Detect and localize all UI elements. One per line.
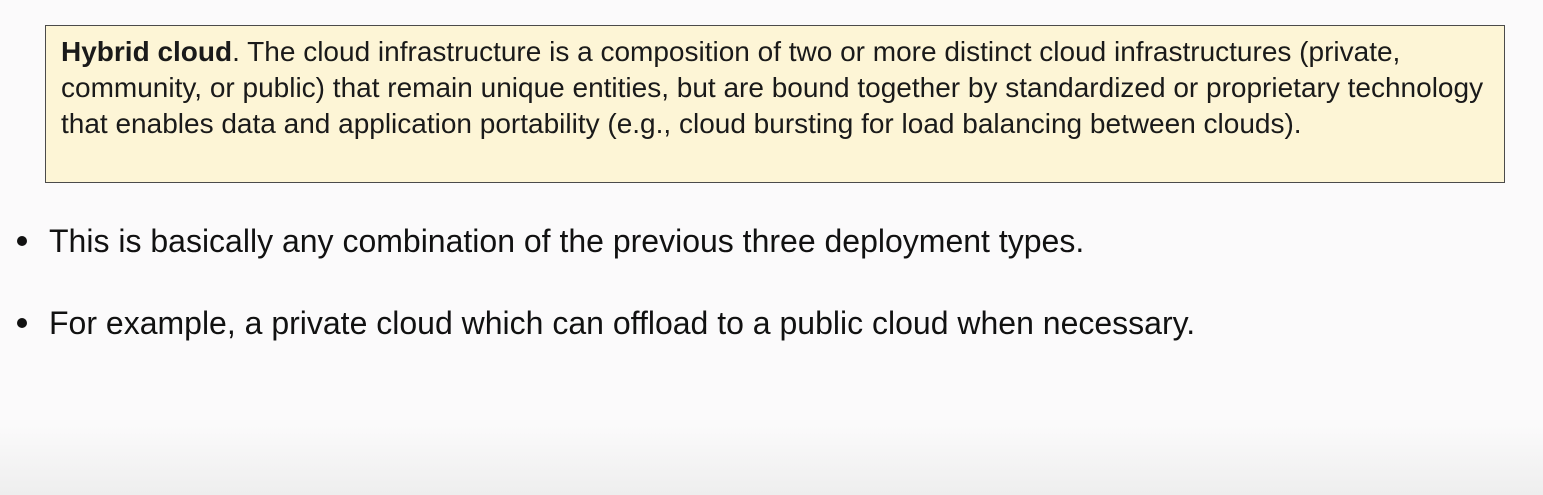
definition-body: . The cloud infrastructure is a composition of two or more distinct cloud infrastructures (private, community, or public) that remain unique entities, but are bound together by standardized or proprietary technology that enables data and application portability (e.g., cloud bursting for load balancing between clouds). [61, 36, 1484, 139]
list-item [17, 222, 1084, 260]
bullet-icon [17, 318, 27, 328]
bullet-text: This is basically any combination of the previous three deployment types. [49, 223, 1085, 259]
bullet-icon [17, 236, 27, 246]
definition-term: Hybrid cloud [61, 36, 233, 67]
bullet-text: For example, a private cloud which can offload to a public cloud when necessary. [49, 305, 1196, 341]
list-item [17, 304, 1195, 342]
